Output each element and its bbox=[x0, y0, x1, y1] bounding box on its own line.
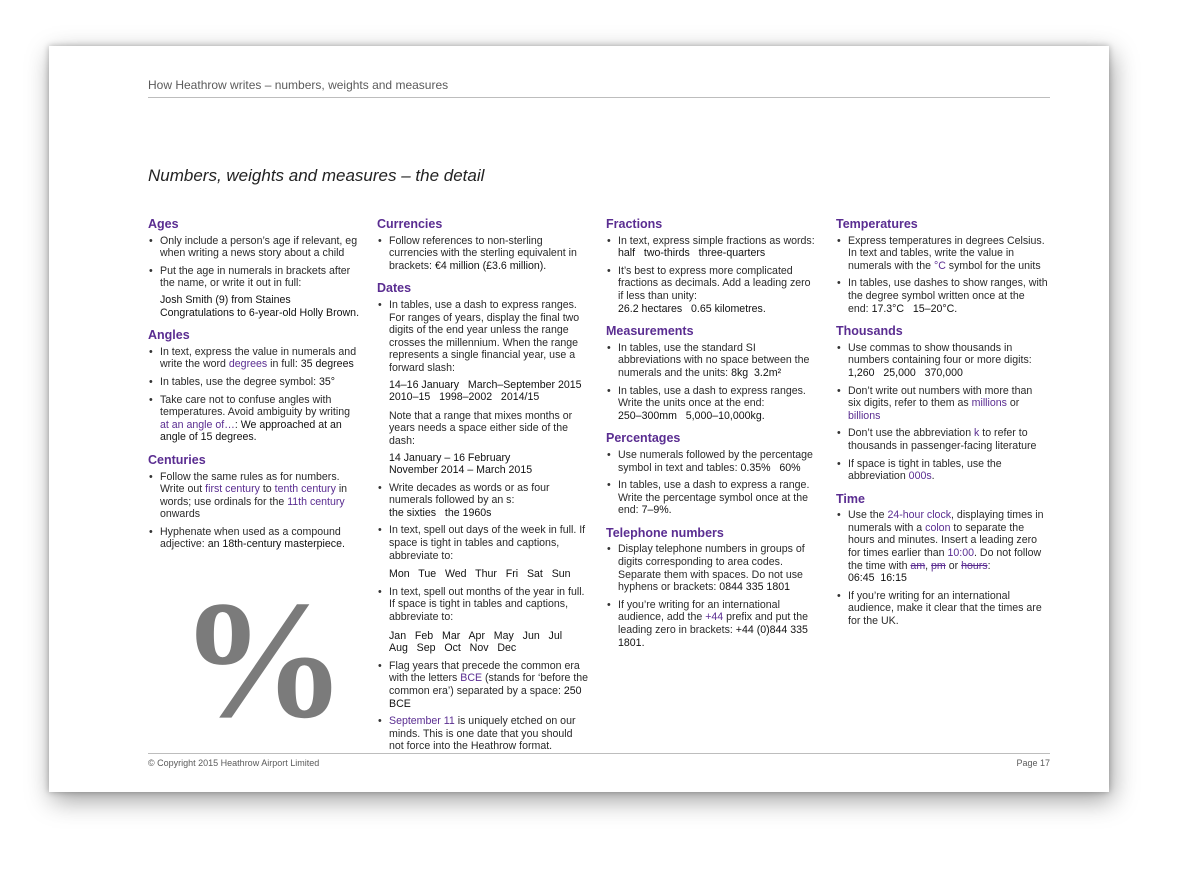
highlight-term: 000s bbox=[908, 470, 932, 483]
telephone-list bbox=[606, 543, 818, 649]
example-text: 250 BCE bbox=[389, 685, 582, 710]
highlight-term: colon bbox=[925, 521, 951, 534]
list-item: • If space is tight in tables, use the abbreviation 000s. bbox=[836, 458, 1048, 483]
page-number: Page 17 bbox=[1016, 758, 1050, 768]
example-text: 35 degrees bbox=[300, 358, 354, 371]
section-heading-telephone: Telephone numbers bbox=[606, 525, 724, 540]
centuries-list bbox=[148, 471, 360, 552]
highlight-term: billions bbox=[848, 409, 881, 422]
highlight-term: 10:00 bbox=[947, 547, 975, 560]
dates-list bbox=[377, 299, 589, 753]
struck-term: am bbox=[910, 559, 926, 572]
struck-term: hours bbox=[961, 559, 988, 572]
list-item: • Express temperatures in degrees Celsius. In text and tables, write the value in numerals with the °C symbol for the units bbox=[836, 235, 1048, 273]
highlight-term: first century bbox=[205, 483, 260, 496]
example-text: 0.35% 60% bbox=[740, 461, 801, 474]
copyright-text: © Copyright 2015 Heathrow Airport Limited bbox=[148, 758, 320, 768]
section-heading-temperatures: Temperatures bbox=[836, 217, 918, 231]
percent-symbol-graphic: % bbox=[179, 567, 347, 753]
section-heading-ages: Ages bbox=[148, 217, 179, 231]
section-heading-thousands: Thousands bbox=[836, 324, 903, 339]
temperatures-list bbox=[836, 235, 1048, 316]
highlight-term: BCE bbox=[460, 672, 483, 685]
percentages-list bbox=[606, 449, 818, 517]
highlight-term: at an angle of… bbox=[160, 418, 235, 431]
list-item: • Follow references to non-sterling currencies with the sterling equivalent in brackets: €4 million (£3.6 million). bbox=[377, 235, 589, 273]
list-item: • Write decades as words or as four numerals followed by an s: the sixties the 1960s bbox=[377, 482, 589, 520]
highlight-term: millions bbox=[971, 397, 1007, 410]
angles-list bbox=[148, 346, 360, 444]
section-heading-currencies: Currencies bbox=[377, 217, 443, 231]
example-text: an 18th-century masterpiece. bbox=[207, 538, 345, 551]
highlight-term: degrees bbox=[228, 358, 268, 371]
ages-list bbox=[148, 235, 360, 320]
fractions-list bbox=[606, 235, 818, 316]
highlight-term: 11th century bbox=[287, 495, 345, 508]
column-2 bbox=[377, 218, 589, 763]
highlight-term: September 11 bbox=[389, 715, 455, 728]
example-text: Congratulations to 6-year-old Holly Brown. bbox=[160, 306, 360, 319]
example-text: Mon Tue Wed Thur Fri Sat Sun bbox=[389, 568, 571, 581]
section-heading-measurements: Measurements bbox=[606, 324, 694, 339]
example-text: 14–16 January March–September 2015 bbox=[389, 378, 582, 391]
list-item: • In text, express simple fractions as words: half two-thirds three-quarters bbox=[606, 235, 818, 260]
thousands-list bbox=[836, 342, 1048, 483]
highlight-term: 24-hour clock bbox=[887, 509, 952, 522]
example-text: 250–300mm 5,000–10,000kg. bbox=[618, 409, 765, 422]
example-text: 8kg 3.2m² bbox=[731, 366, 782, 379]
example-text: November 2014 – March 2015 bbox=[389, 464, 533, 477]
column-4 bbox=[836, 218, 1048, 638]
page-footer bbox=[148, 753, 1050, 768]
list-item: • Use the 24-hour clock, displaying times in numerals with a colon to separate the hours and minutes. Insert a leading zero for times earlier than 10:00. Do not follow the time with am, pm or hours: 06:45 16:15 bbox=[836, 509, 1048, 585]
list-item: • Don’t write out numbers with more than six digits, refer to them as millions or billions bbox=[836, 385, 1048, 423]
list-item: • In text, express the value in numerals and write the word degrees in full: 35 degrees bbox=[148, 346, 360, 371]
column-3 bbox=[606, 218, 818, 659]
example-text: 0844 335 1801 bbox=[719, 581, 790, 594]
example-text: 17.3°C 15–20°C. bbox=[871, 302, 958, 315]
example-text: €4 million (£3.6 million). bbox=[434, 259, 547, 272]
example-text: 2010–15 1998–2002 2014/15 bbox=[389, 391, 540, 404]
section-heading-percentages: Percentages bbox=[606, 431, 681, 446]
list-item: • Display telephone numbers in groups of digits corresponding to area codes. Separate them with spaces. Do not use hyphens or brackets: 0844 335 1801 bbox=[606, 543, 818, 593]
list-item: • In tables, use dashes to show ranges, with the degree symbol written once at the end: 17.3°C 15–20°C. bbox=[836, 277, 1048, 315]
list-item: • In text, spell out days of the week in full. If space is tight in tables and captions, abbreviate to: Mon Tue Wed Thur Fri Sat Sun bbox=[377, 524, 589, 580]
document-page bbox=[49, 46, 1109, 792]
example-text: Aug Sep Oct Nov Dec bbox=[389, 642, 517, 655]
struck-term: pm bbox=[931, 559, 946, 572]
highlight-term: °C bbox=[933, 259, 946, 272]
list-item: • In text, spell out months of the year in full. If space is tight in tables and captions, abbreviate to: Jan Feb Mar Apr May Jun Jul Aug Sep Oct Nov Dec bbox=[377, 586, 589, 655]
list-item: • It’s best to express more complicated fractions as decimals. Add a leading zero if less than unity: 26.2 hectares 0.65 kilometres. bbox=[606, 265, 818, 315]
example-text: half two-thirds three-quarters bbox=[618, 247, 766, 260]
list-item: • In tables, use the degree symbol: 35° bbox=[148, 376, 360, 389]
section-heading-centuries: Centuries bbox=[148, 452, 206, 467]
list-item: • Use commas to show thousands in numbers containing four or more digits: 1,260 25,000 370,000 bbox=[836, 342, 1048, 380]
example-text: +44 (0)844 335 1801. bbox=[618, 624, 808, 649]
section-heading-dates: Dates bbox=[377, 281, 412, 296]
list-item: • Put the age in numerals in brackets after the name, or write it out in full: Josh Smith (9) from Staines Congratulations to 6-year-old Holly Brown. bbox=[148, 265, 360, 319]
example-text: 14 January – 16 February bbox=[389, 451, 511, 464]
highlight-term: k bbox=[974, 427, 980, 440]
list-item: • Take care not to confuse angles with temperatures. Avoid ambiguity by writing at an angle of…: We approached at an angle of 15 degrees. bbox=[148, 394, 360, 444]
example-text: 06:45 16:15 bbox=[848, 572, 907, 585]
list-item: • September 11 is uniquely etched on our minds. This is one date that you should not force into the Heathrow format. bbox=[377, 715, 589, 753]
highlight-term: +44 bbox=[705, 611, 724, 624]
running-header: How Heathrow writes – numbers, weights and measures bbox=[148, 78, 1050, 98]
example-text: the sixties the 1960s bbox=[389, 506, 492, 519]
list-item: • In tables, use a dash to express a range. Write the percentage symbol once at the end: 7–9%. bbox=[606, 479, 818, 517]
example-text: 35° bbox=[319, 375, 336, 388]
list-item: • In tables, use a dash to express ranges. Write the units once at the end: 250–300mm 5,000–10,000kg. bbox=[606, 385, 818, 423]
column-1 bbox=[148, 218, 360, 561]
list-item: • If you’re writing for an international audience, make it clear that the times are for the UK. bbox=[836, 590, 1048, 628]
currencies-list bbox=[377, 235, 589, 273]
list-item: • Only include a person’s age if relevant, eg when writing a news story about a child bbox=[148, 235, 360, 260]
list-item: • In tables, use a dash to express ranges. For ranges of years, display the final two digits of the end year unless the range crosses the millennium. When the range represents a single financial year, use a forward slash: 14–16 January March–September 2015 2010–15 1998–2002 2014/15 Note that a range that mixes months or years needs a space either side of the dash: 14 January – 16 February November 2014 – March 2015 bbox=[377, 299, 589, 477]
example-text: 7–9%. bbox=[641, 504, 672, 517]
highlight-term: tenth century bbox=[274, 483, 336, 496]
example-text: Jan Feb Mar Apr May Jun Jul bbox=[389, 629, 563, 642]
section-heading-fractions: Fractions bbox=[606, 217, 663, 231]
list-item: • In tables, use the standard SI abbreviations with no space between the numerals and the units: 8kg 3.2m² bbox=[606, 342, 818, 380]
list-item: • Hyphenate when used as a compound adjective: an 18th-century masterpiece. bbox=[148, 526, 360, 551]
example-text: Josh Smith (9) from Staines bbox=[160, 293, 291, 306]
list-item: • Flag years that precede the common era with the letters BCE (stands for ‘before the common era’) separated by a space: 250 BCE bbox=[377, 660, 589, 710]
list-item: • Follow the same rules as for numbers. Write out first century to tenth century in words; use ordinals for the 11th century onwards bbox=[148, 471, 360, 521]
time-list bbox=[836, 509, 1048, 627]
example-text: We approached at an angle of 15 degrees. bbox=[160, 418, 342, 444]
example-text: 26.2 hectares 0.65 kilometres. bbox=[618, 302, 766, 315]
section-heading-time: Time bbox=[836, 491, 865, 506]
list-item: • Use numerals followed by the percentage symbol in text and tables: 0.35% 60% bbox=[606, 449, 818, 474]
example-text: 1,260 25,000 370,000 bbox=[848, 366, 963, 379]
page-title: Numbers, weights and measures – the detail bbox=[148, 166, 485, 185]
section-heading-angles: Angles bbox=[148, 328, 190, 343]
measurements-list bbox=[606, 342, 818, 423]
note-text: Note that a range that mixes months or years needs a space either side of the dash: bbox=[389, 409, 573, 447]
list-item: • If you’re writing for an international audience, add the +44 prefix and put the leading zero in brackets: +44 (0)844 335 1801. bbox=[606, 599, 818, 649]
list-item: • Don’t use the abbreviation k to refer to thousands in passenger-facing literature bbox=[836, 427, 1048, 452]
